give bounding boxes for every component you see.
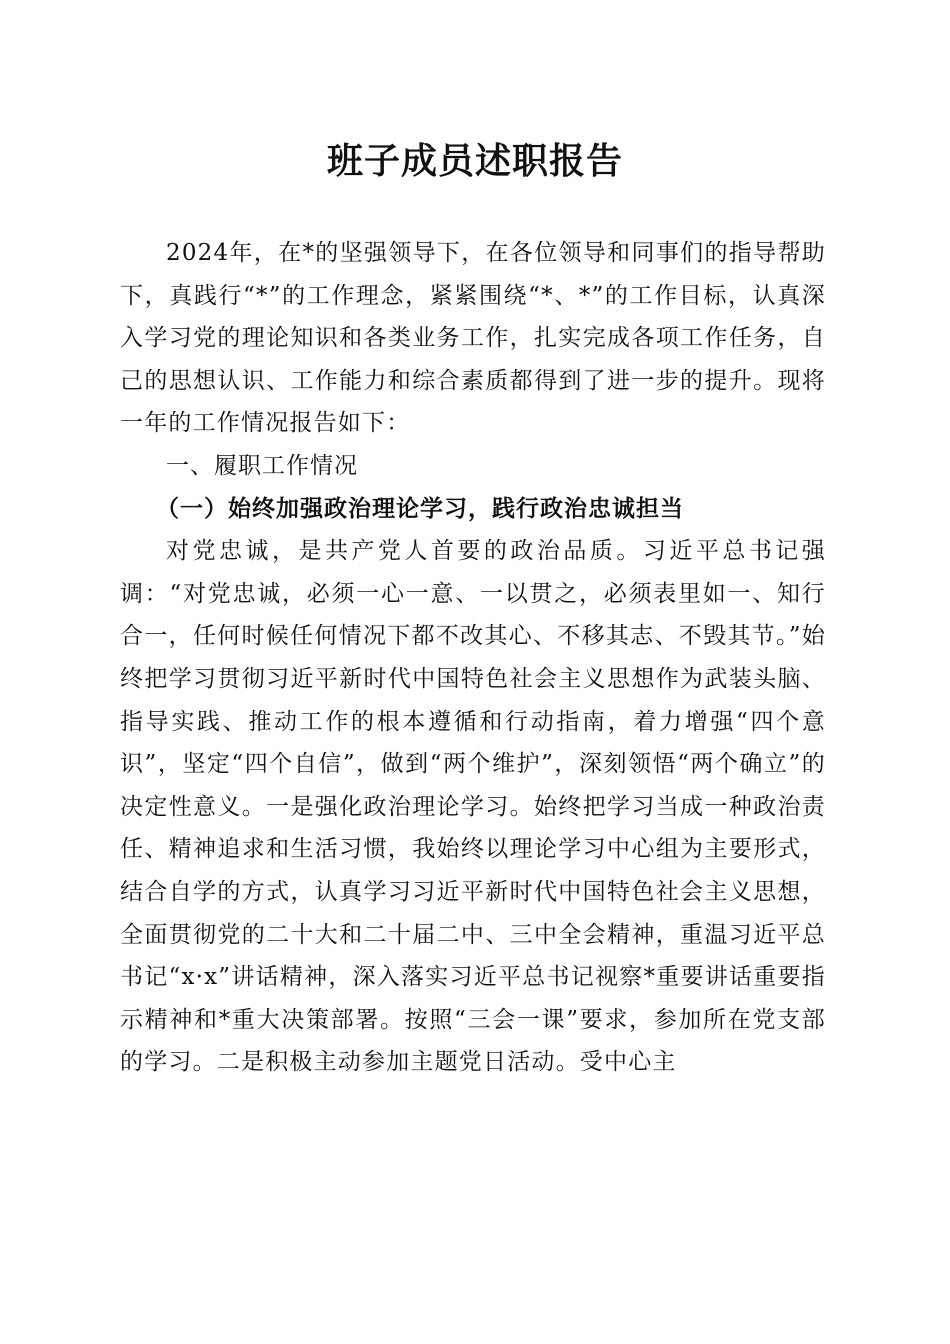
body-paragraph: 对党忠诚，是共产党人首要的政治品质。习近平总书记强调：“对党忠诚，必须一心一意、一以贯之，必须表里如一、知行合一，任何时候任何情况下都不改其心、不移其志、不毁其节。”始终把学习贯彻习近平新时代中国特色社会主义思想作为武装头脑、指导实践、推动工作的根本遵循和行动指南，着力增强“四个意识”，坚定“四个自信”，做到“两个维护”，深刻领悟“两个确立”的决定性意义。一是强化政治理论学习。始终把学习当成一种政治责任、精神追求和生活习惯，我始终以理论学习中心组为主要形式，结合自学的方式，认真学习习近平新时代中国特色社会主义思想，全面贯彻党的二十大和二十届二中、三中全会精神，重温习近平总书记“x·x”讲话精神，深入落实习近平总书记视察*重要讲话重要指示精神和*重大决策部署。按照“三会一课”要求，参加所在党支部的学习。二是积极主动参加主题党日活动。受中心主 (120, 538, 826, 1076)
intro-paragraph: 2024年，在*的坚强领导下，在各位领导和同事们的指导帮助下，真践行“*”的工作理念，紧紧围绕“*、*”的工作目标，认真深入学习党的理论知识和各类业务工作，扎实完成各项工作任务，自己的思想认识、工作能力和综合素质都得到了进一步的提升。现将一年的工作情况报告如下： (120, 240, 826, 437)
page-title: 班子成员述职报告 (326, 140, 623, 182)
section-heading: 一、履职工作情况 (166, 452, 358, 479)
subsection-heading: （一）始终加强政治理论学习，践行政治忠诚担当 (156, 494, 684, 522)
document-body (120, 232, 826, 1084)
